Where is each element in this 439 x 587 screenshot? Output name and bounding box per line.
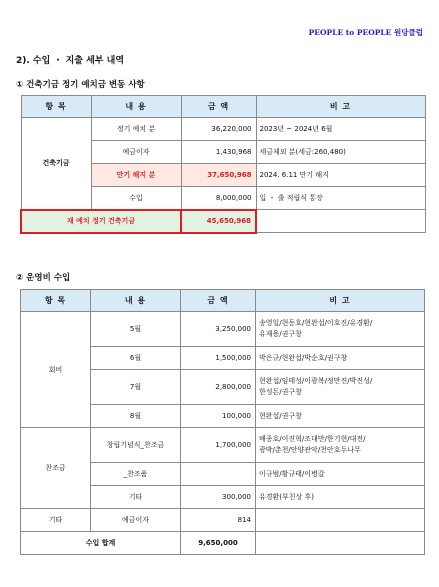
content-cell: 8월	[91, 405, 181, 428]
table-header-row	[21, 290, 425, 312]
header-note: 비 고	[256, 96, 425, 118]
total-note-cell	[256, 532, 425, 555]
content-cell: 만기 해지 분	[91, 164, 181, 187]
category-cell: 건축기금	[21, 118, 91, 210]
content-cell: 예금이자	[91, 141, 181, 164]
note-line: 이규범/황규태/이병갈	[259, 469, 325, 478]
table-row	[21, 118, 425, 141]
amount-cell: 2,800,000	[181, 370, 256, 405]
category-cell: 회비	[21, 312, 91, 428]
note-line: 송영일/현동호/현완섭/이호진/유경환/	[259, 319, 373, 327]
section-title: 2). 수입 ・ 지출 세부 내역	[16, 56, 125, 66]
note-line: 현완섭/권구창	[259, 411, 302, 420]
amount-cell: 814	[181, 509, 256, 532]
category-cell: 찬조금	[21, 428, 91, 509]
content-cell: 수입	[91, 187, 181, 210]
note-cell	[256, 486, 425, 509]
total-label: 재 예치 정기 건축기금	[21, 210, 181, 233]
table-row	[21, 509, 425, 532]
note-cell: 입 ・ 출 적립식 통장	[256, 187, 425, 210]
total-amount: 9,650,000	[181, 532, 256, 555]
note-line: 유재용/권구창	[259, 330, 302, 338]
content-cell: _찬조품	[91, 463, 181, 486]
header-category: 항 목	[21, 96, 91, 118]
operating-income-table	[20, 289, 425, 555]
note-cell: 2023년 ~ 2024년 6월	[256, 118, 425, 141]
table-header-row	[21, 96, 425, 118]
note-cell	[256, 428, 425, 463]
amount-cell: 300,000	[181, 486, 256, 509]
note-cell	[256, 463, 425, 486]
org-name: PEOPLE to PEOPLE 원당클럽	[308, 28, 423, 37]
amount-cell: 37,650,968	[181, 164, 256, 187]
content-cell: 기타	[91, 486, 181, 509]
amount-cell	[181, 463, 256, 486]
table1-title: ① 건축기금 정기 예치금 변동 사항	[16, 80, 145, 90]
amount-cell: 3,250,000	[181, 312, 256, 347]
total-amount: 45,650,968	[181, 210, 256, 233]
note-line: 박은규/현완섭/박순호/권구창	[259, 353, 348, 362]
note-cell	[256, 312, 425, 347]
amount-cell: 1,700,000	[181, 428, 256, 463]
total-label: 수입 합계	[21, 532, 181, 555]
header-content: 내 용	[91, 290, 181, 312]
header-category: 항 목	[21, 290, 91, 312]
content-cell: 예금이자	[91, 509, 181, 532]
amount-cell: 36,220,000	[181, 118, 256, 141]
note-cell	[256, 405, 425, 428]
header-content: 내 용	[91, 96, 181, 118]
note-line: 현완섭/임태성/이광복/정만진/박진성/	[259, 377, 373, 385]
category-cell: 기타	[21, 509, 91, 532]
table-row	[21, 312, 425, 347]
amount-cell: 8,000,000	[181, 187, 256, 210]
header-amount: 금 액	[181, 290, 256, 312]
note-cell	[256, 370, 425, 405]
note-cell: 2024. 6.11 만기 해지	[256, 164, 425, 187]
note-line: 한성돈/권구창	[259, 388, 302, 396]
content-cell: 6월	[91, 347, 181, 370]
content-cell: 7월	[91, 370, 181, 405]
content-cell: 정기 예치 분	[91, 118, 181, 141]
building-fund-table	[20, 95, 426, 234]
total-row	[21, 210, 425, 233]
total-row	[21, 532, 425, 555]
amount-cell: 100,000	[181, 405, 256, 428]
note-line: 유경환(부친상 후)	[259, 492, 315, 501]
note-line: 광박/춘천/안양관악/천안호두나무	[259, 446, 361, 454]
header-note: 비 고	[256, 290, 425, 312]
table-row	[21, 428, 425, 463]
content-cell: 5월	[91, 312, 181, 347]
note-cell: 세금제외 분(세금:260,480)	[256, 141, 425, 164]
note-cell	[256, 509, 425, 532]
note-cell	[256, 347, 425, 370]
header-amount: 금 액	[181, 96, 256, 118]
content-cell: 창립기념식_찬조금	[91, 428, 181, 463]
note-line: 배종호/이진혁/조대만/한기현/대전/	[259, 435, 366, 443]
amount-cell: 1,500,000	[181, 347, 256, 370]
total-note-cell	[256, 210, 425, 233]
amount-cell: 1,430,968	[181, 141, 256, 164]
table2-title: ② 운영비 수입	[16, 273, 71, 283]
